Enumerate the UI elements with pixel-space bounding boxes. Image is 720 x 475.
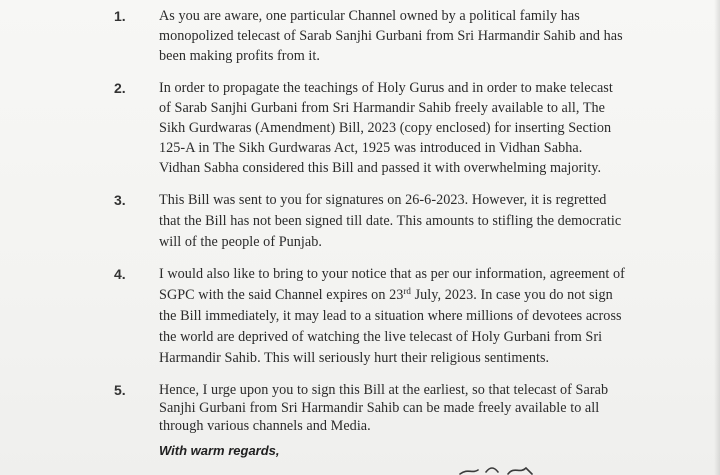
paragraph-line: through various channels and Media. bbox=[159, 418, 371, 434]
paragraph-number: 4. bbox=[114, 266, 126, 282]
paragraph-line-with-date bbox=[159, 287, 613, 304]
paragraph-line: Harmandir Sahib. This will seriously hurt their religious sentiments. bbox=[159, 350, 550, 366]
paragraph-number: 1. bbox=[114, 8, 126, 24]
signature-stroke bbox=[458, 462, 548, 475]
paragraph-number: 3. bbox=[114, 192, 126, 208]
paragraph-line: will of the people of Punjab. bbox=[159, 234, 322, 250]
paragraph-line: Vidhan Sabha considered this Bill and passed it with overwhelming majority. bbox=[159, 160, 602, 176]
paragraph-line: Sikh Gurdwaras (Amendment) Bill, 2023 (copy enclosed) for inserting Section bbox=[159, 120, 612, 136]
line-text: SGPC with the said Channel expires on 23 bbox=[159, 287, 404, 303]
closing-salutation: With warm regards, bbox=[159, 443, 280, 458]
paragraph-line: of Sarab Sanjhi Gurbani from Sri Harmandir Sahib freely available to all, The bbox=[159, 100, 606, 116]
paragraph-number: 5. bbox=[114, 382, 126, 398]
paragraph-line: the Bill immediately, it may lead to a situation where millions of devotees across bbox=[159, 308, 622, 324]
paragraph-line: the world are deprived of watching the live telecast of Holy Gurbani from Sri bbox=[159, 329, 603, 345]
paragraph-number: 2. bbox=[114, 80, 126, 96]
date-superscript: rd bbox=[403, 286, 411, 296]
paragraph-line: been making profits from it. bbox=[159, 48, 320, 64]
paragraph-line: Sanjhi Gurbani from Sri Harmandir Sahib can be made freely available to all bbox=[159, 400, 600, 416]
paragraph-line: In order to propagate the teachings of Holy Gurus and in order to make telecast bbox=[159, 80, 613, 96]
page-edge-shadow bbox=[714, 0, 720, 475]
paragraph-line: I would also like to bring to your notice that as per our information, agreement of bbox=[159, 266, 625, 282]
line-text: July, 2023. In case you do not sign bbox=[410, 287, 613, 303]
paragraph-line: This Bill was sent to you for signatures on 26-6-2023. However, it is regretted bbox=[159, 192, 607, 208]
paragraph-line: monopolized telecast of Sarab Sanjhi Gurbani from Sri Harmandir Sahib and has bbox=[159, 28, 623, 44]
paragraph-line: Hence, I urge upon you to sign this Bill at the earliest, so that telecast of Sarab bbox=[159, 382, 609, 398]
paragraph-line: 125-A in The Sikh Gurdwaras Act, 1925 was introduced in Vidhan Sabha. bbox=[159, 140, 583, 156]
paragraph-line: that the Bill has not been signed till date. This amounts to stifling the democratic bbox=[159, 213, 622, 229]
paragraph-line: As you are aware, one particular Channel owned by a political family has bbox=[159, 8, 580, 24]
